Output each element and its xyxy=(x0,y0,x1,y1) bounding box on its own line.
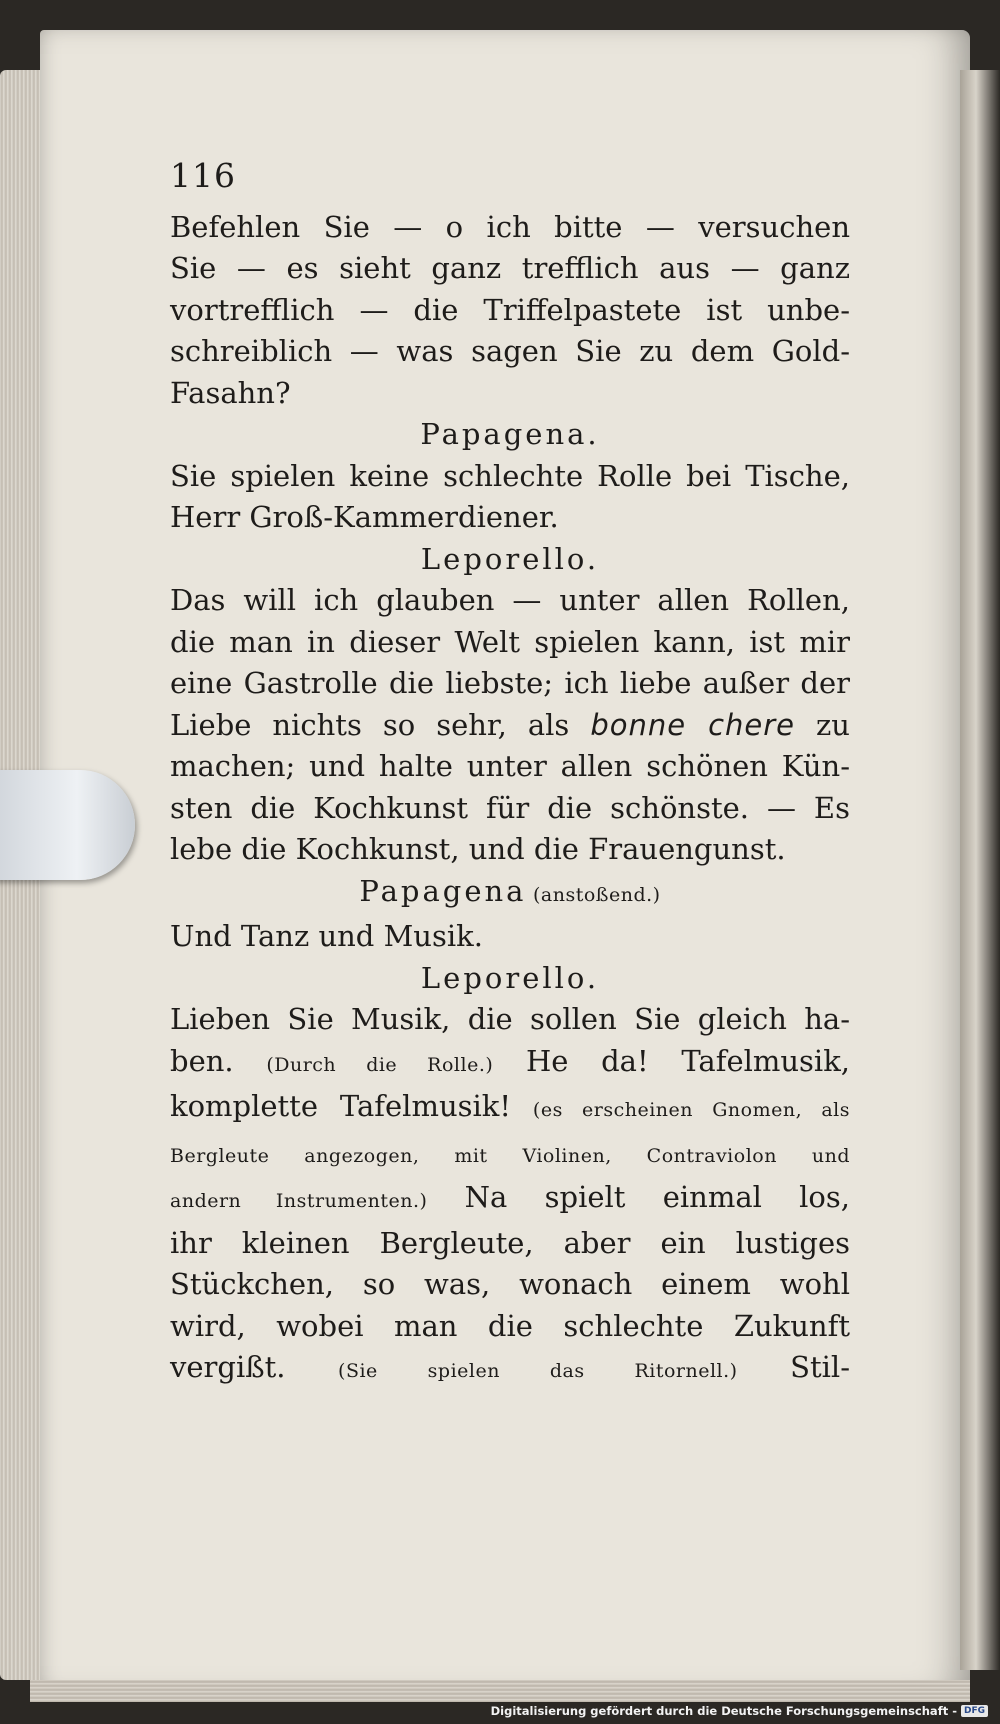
text-line: ihr kleinen Bergleute, aber ein lustiges xyxy=(170,1225,850,1260)
text-line xyxy=(170,1086,850,1132)
text-line: Sie — es sieht ganz trefflich aus — ganz xyxy=(170,251,850,285)
credit-text: Digitalisierung gefördert durch die Deutsche Forschungsgemeinschaft - xyxy=(490,1704,957,1718)
stage-direction: Bergleute angezogen, mit Violinen, Contraviolon und xyxy=(170,1144,850,1167)
text-line xyxy=(170,1132,850,1178)
speaker-name: Papagena xyxy=(359,873,527,908)
text-line: sten die Kochkunst für die schönste. — Es xyxy=(170,790,850,825)
text-line: Und Tanz und Musik. xyxy=(170,919,483,953)
text-segment: zu xyxy=(795,707,850,742)
text-line xyxy=(170,1177,850,1223)
text-line: vortrefflich — die Triffelpastete ist unbe- xyxy=(170,292,850,327)
stage-direction: (Sie spielen das Ritornell.) xyxy=(338,1360,738,1382)
text-segment: vergißt. xyxy=(170,1350,339,1384)
text-line: eine Gastrolle die liebste; ich liebe außer der xyxy=(170,666,850,700)
text-segment: He da! Tafelmusik, xyxy=(493,1043,851,1078)
text-line: Befehlen Sie — o ich bitte — versuchen xyxy=(170,209,850,244)
page-number: 116 xyxy=(170,156,236,195)
text-line: wird, wobei man die schlechte Zukunft xyxy=(170,1308,850,1343)
text-segment: Na spielt einmal los, xyxy=(427,1180,850,1214)
text-segment: Stil- xyxy=(737,1350,850,1384)
text-line: Lieben Sie Musik, die sollen Sie gleich ha- xyxy=(170,1002,850,1036)
text-segment: Liebe nichts so sehr, als xyxy=(170,707,591,742)
speaker-name: Leporello. xyxy=(420,960,600,995)
stage-direction: (anstoßend.) xyxy=(526,883,661,906)
stage-direction: andern Instrumenten.) xyxy=(170,1190,428,1212)
dfg-logo: DFG xyxy=(961,1705,988,1717)
digitization-credit xyxy=(491,1704,988,1718)
text-line xyxy=(170,1347,850,1393)
speaker-name: Papagena. xyxy=(420,417,600,451)
text-line xyxy=(170,705,850,747)
text-segment: ben. xyxy=(170,1043,267,1078)
text-line: die man in dieser Welt spielen kann, ist mir xyxy=(170,624,850,659)
page-edge-right xyxy=(960,70,1000,1670)
text-body xyxy=(170,207,850,1393)
text-line: Das will ich glauben — unter allen Rollen, xyxy=(170,583,850,617)
text-line: Fasahn? xyxy=(170,375,291,410)
latin-phrase: bonne chere xyxy=(590,707,796,742)
bookmark-tab xyxy=(0,770,135,880)
text-line: schreiblich — was sagen Sie zu dem Gold- xyxy=(170,334,850,368)
text-line: Sie spielen keine schlechte Rolle bei Tische, xyxy=(170,458,850,493)
page-edges-bottom xyxy=(30,1680,970,1702)
text-line: Herr Groß-Kammerdiener. xyxy=(170,500,559,534)
text-line: machen; und halte unter allen schönen Kün- xyxy=(170,749,850,783)
page-text xyxy=(170,155,850,1393)
text-segment: komplette Tafelmusik! xyxy=(170,1089,533,1123)
speaker-name: Leporello. xyxy=(420,541,600,576)
stage-direction: (es erscheinen Gnomen, als xyxy=(532,1099,850,1121)
text-line: Stückchen, so was, wonach einem wohl xyxy=(170,1267,850,1301)
stage-direction: (Durch die Rolle.) xyxy=(266,1053,494,1076)
text-line: lebe die Kochkunst, und die Frauengunst. xyxy=(170,832,786,866)
speaker-with-direction xyxy=(170,871,850,917)
text-line xyxy=(170,1041,850,1087)
